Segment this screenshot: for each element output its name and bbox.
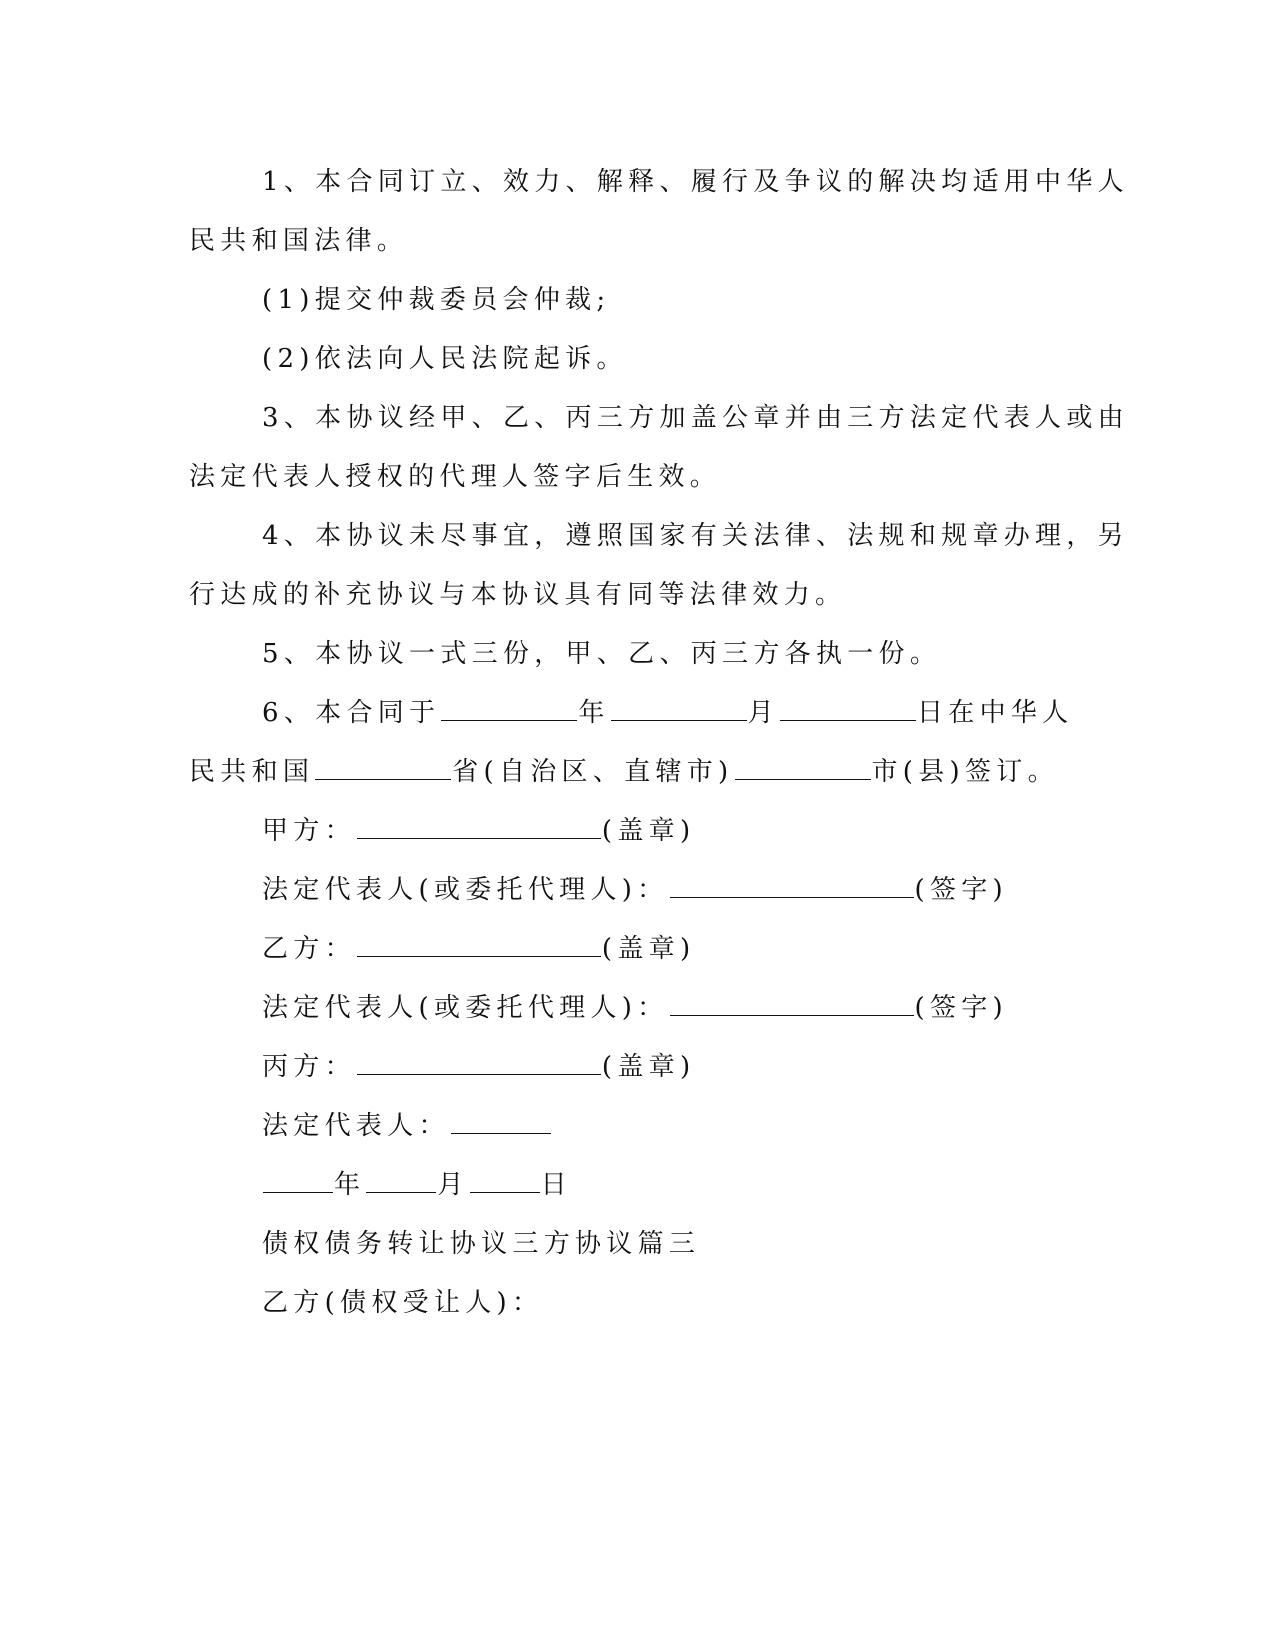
paragraph-4-line-1: 4、本协议未尽事宜，遵照国家有关法律、法规和规章办理，另	[262, 521, 1129, 551]
party-c-seal-label: (盖章)	[601, 1052, 696, 1082]
party-c-rep-label: 法定代表人：	[262, 1111, 450, 1141]
assignee-party-label: 乙方(债权受让人)：	[262, 1288, 544, 1318]
date-year-blank	[263, 1168, 333, 1193]
signing-clause-line-1	[262, 696, 1073, 730]
party-b-rep-blank	[670, 991, 914, 1016]
paragraph-1-line-1: 1、本合同订立、效力、解释、履行及争议的解决均适用中华人	[262, 167, 1129, 197]
party-b-seal-label: (盖章)	[601, 934, 696, 964]
signing-clause-prefix: 6、本合同于	[262, 698, 441, 728]
party-a-label: 甲方：	[262, 816, 356, 846]
party-c-label: 丙方：	[262, 1052, 356, 1082]
party-b-signature-label: (签字)	[914, 993, 1008, 1023]
party-a-rep-line	[262, 873, 1008, 907]
city-label: 市(县)签订。	[871, 757, 1059, 787]
date-year-label: 年	[334, 1170, 366, 1200]
party-a-seal-label: (盖章)	[601, 816, 696, 846]
signing-year-label: 年	[578, 698, 610, 728]
list-item-2: (2)依法向人民法院起诉。	[262, 344, 628, 374]
party-b-label: 乙方：	[262, 934, 356, 964]
signing-year-blank	[441, 696, 577, 721]
signing-clause-line-2	[189, 755, 1059, 789]
paragraph-1-line-2: 民共和国法律。	[189, 226, 409, 256]
province-blank	[315, 755, 451, 780]
party-c-rep-line	[262, 1109, 552, 1143]
paragraph-5: 5、本协议一式三份，甲、乙、丙三方各执一份。	[262, 639, 942, 669]
party-b-blank	[357, 932, 601, 957]
party-c-rep-blank	[451, 1109, 551, 1134]
party-c-line	[262, 1050, 695, 1084]
signing-month-label: 月	[747, 698, 779, 728]
signing-day-place-label: 日在中华人	[916, 698, 1074, 728]
paragraph-3-line-2: 法定代表人授权的代理人签字后生效。	[189, 462, 722, 492]
province-label: 省(自治区、直辖市)	[452, 757, 734, 787]
party-a-blank	[357, 814, 601, 839]
signing-day-blank	[780, 696, 916, 721]
section-heading: 债权债务转让协议三方协议篇三	[262, 1229, 701, 1259]
party-c-blank	[357, 1050, 601, 1075]
city-blank	[735, 755, 871, 780]
paragraph-4-line-2: 行达成的补充协议与本协议具有同等法律效力。	[189, 580, 847, 610]
date-month-blank	[366, 1168, 436, 1193]
signing-country-label: 民共和国	[189, 757, 315, 787]
date-month-label: 月	[437, 1170, 469, 1200]
date-line	[262, 1168, 572, 1202]
party-b-line	[262, 932, 695, 966]
party-a-line	[262, 814, 695, 848]
party-b-rep-line	[262, 991, 1008, 1025]
party-b-rep-label: 法定代表人(或委托代理人)：	[262, 993, 669, 1023]
party-a-rep-label: 法定代表人(或委托代理人)：	[262, 875, 669, 905]
signing-month-blank	[611, 696, 747, 721]
date-day-blank	[470, 1168, 540, 1193]
party-a-signature-label: (签字)	[914, 875, 1008, 905]
list-item-1: (1)提交仲裁委员会仲裁;	[262, 285, 611, 315]
party-a-rep-blank	[670, 873, 914, 898]
date-day-label: 日	[540, 1170, 572, 1200]
paragraph-3-line-1: 3、本协议经甲、乙、丙三方加盖公章并由三方法定代表人或由	[262, 403, 1129, 433]
